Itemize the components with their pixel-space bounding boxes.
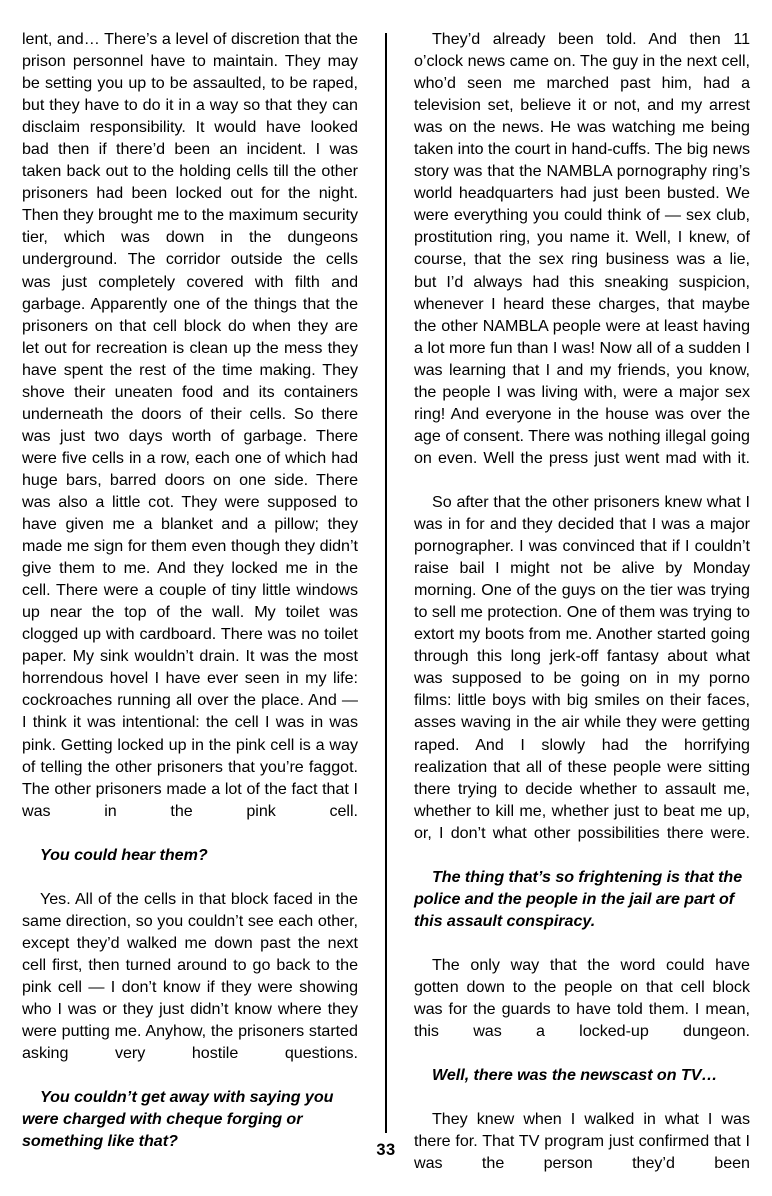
column-gutter (358, 28, 414, 1113)
right-body-paragraph: They’d already been told. And then 11 o’clock news came on. The guy in the next cell, who’d seen me marched past him, had a television set, believe it or not, and my arrest was on the news. He was watching me being taken into the court in hand-cuffs. The big news story was that the NAMBLA pornography ring’s world headquarters had just been busted. We were everything you could think of — sex club, prostitution ring, you name it. Well, I knew, of course, that the sex ring business was a lie, but I’d always had this sneaking suspicion, whenever I heard these charges, that maybe the other NAMBLA people were at least having a lot more fun than I was! Now all of a sudden I was learning that I and my friends, you know, the people I was living with, were a major sex ring! And everyone in the house was over the age of consent. There was nothing illegal going on even. Well the press just went mad with it. (414, 30, 750, 467)
right-body-paragraph: They knew when I walked in what I was there for. That TV program just confirmed that I was the person they’d been (414, 1110, 750, 1173)
left-interview-question: You couldn’t get away with saying you were charged with cheque forging or something like that? (22, 1088, 334, 1151)
left-body-paragraph: lent, and… There’s a level of discretion that the prison personnel have to maintain. They may be setting you up to be assaulted, to be raped, but they have to do it in a way so that they can disclaim responsibility. It would have looked bad then if there’d been an incident. I was taken back out to the holding cells till the other prisoners had been locked out for the night. Then they brought me to the maximum security tier, which was down in the dungeons underground. The corridor outside the cells was just completely covered with filth and garbage. Apparently one of the things that the prisoners on that cell block do when they are let out for recreation is clean up the mess they have spent the rest of the time making. They shove their uneaten food and its containers underneath the doors of their cells. So there was just two days worth of garbage. There were five cells in a row, each one of which had huge bars, barred doors on one side. There was also a little cot. They were supposed to have given me a blanket and a pillow; they made me sign for them even though they didn’t give them to me. And they locked me in the cell. There were a couple of tiny little windows up near the top of the wall. My toilet was clogged up with cardboard. There was no toilet paper. My sink wouldn’t drain. It was the most horrendous hovel I have ever seen in my life: cockroaches running all over the place. And — I think it was intentional: the cell I was in was pink. Getting locked up in the pink cell is a way of telling the other prisoners that you’re faggot. The other prisoners made a lot of the fact that I was in the pink cell. (22, 30, 358, 820)
right-body-paragraph: So after that the other prisoners knew what I was in for and they decided that I was a major pornographer. I was convinced that if I couldn’t raise bail I might not be alive by Monday morning. One of the guys on the tier was trying to sell me protection. One of them was trying to extort my boots from me. Another started going through this long jerk-off fantasy about what was supposed to be going on in my porno films: little boys with big smiles on their faces, asses waving in the air while they were getting raped. And I slowly had the horrifying realization that all of these people were sitting there trying to decide whether to assault me, whether to kill me, whether just to beat me up, or, I don’t what other possibilities there were. (414, 492, 750, 842)
column-divider-rule (385, 33, 387, 1133)
left-text-column (22, 28, 358, 1174)
right-interview-question: The thing that’s so frightening is that the police and the people in the jail are part of this assault conspiracy. (414, 867, 743, 930)
right-interview-question: Well, there was the newscast on TV… (432, 1066, 718, 1085)
left-body-paragraph: Yes. All of the cells in that block faced in the same direction, so you couldn’t see each other, except they’d walked me down past the next cell first, then turned around to go back to the pink cell — I don’t know if they were showing who I was or they just didn’t know where they were putting me. Anyhow, the prisoners started asking very hostile questions. (22, 889, 358, 1063)
right-text-column (414, 28, 750, 1196)
page-number: 33 (376, 1141, 396, 1159)
left-interview-question: You could hear them? (40, 845, 208, 864)
right-body-paragraph: The only way that the word could have gotten down to the people on that cell block was for the guards to have told them. I mean, this was a locked-up dungeon. (414, 955, 750, 1041)
